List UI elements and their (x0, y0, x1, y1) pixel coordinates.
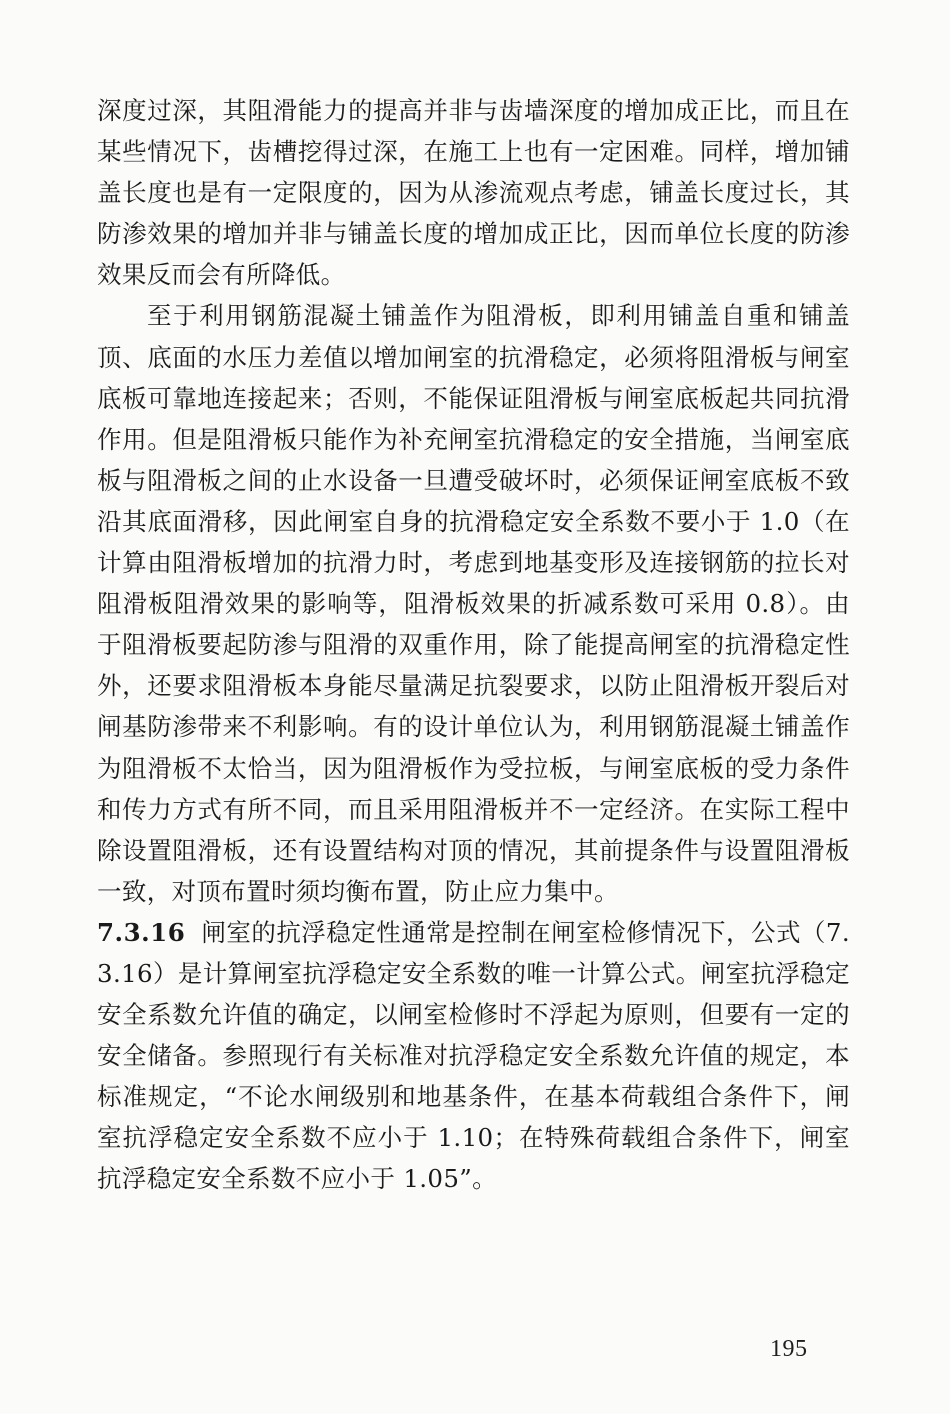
body-text (97, 90, 850, 1200)
paragraph-continued: 深度过深，其阻滑能力的提高并非与齿墙深度的增加成正比，而且在某些情况下，齿槽挖得过深，在施工上也有一定困难。同样，增加铺盖长度也是有一定限度的，因为从渗流观点考虑，铺盖长度过长，其防渗效果的增加并非与铺盖长度的增加成正比，因而单位长度的防渗效果反而会有所降低。 (97, 96, 850, 290)
clause-text: 闸室的抗浮稳定性通常是控制在闸室检修情况下，公式（7.3.16）是计算闸室抗浮稳定安全系数的唯一计算公式。闸室抗浮稳定安全系数允许值的确定，以闸室检修时不浮起为原则，但要有一定的安全储备。参照现行有关标准对抗浮稳定安全系数允许值的规定，本标准规定，“不论水闸级别和地基条件，在基本荷载组合条件下，闸室抗浮稳定安全系数不应小于 1.10；在特殊荷载组合条件下，闸室抗浮稳定安全系数不应小于 1.05”。 (97, 917, 850, 1194)
clause-number: 7.3.16 (97, 917, 186, 947)
clause-7-3-16 (97, 912, 850, 1200)
page-number: 195 (770, 1336, 808, 1362)
paragraph-anti-slide-plate: 至于利用钢筋混凝土铺盖作为阻滑板，即利用铺盖自重和铺盖顶、底面的水压力差值以增加闸室的抗滑稳定，必须将阻滑板与闸室底板可靠地连接起来；否则，不能保证阻滑板与闸室底板起共同抗滑作用。但是阻滑板只能作为补充闸室抗滑稳定的安全措施，当闸室底板与阻滑板之间的止水设备一旦遭受破坏时，必须保证闸室底板不致沿其底面滑移，因此闸室自身的抗滑稳定安全系数不要小于 1.0（在计算由阻滑板增加的抗滑力时，考虑到地基变形及连接钢筋的拉长对阻滑板阻滑效果的影响等，阻滑板效果的折减系数可采用 0.8）。由于阻滑板要起防渗与阻滑的双重作用，除了能提高闸室的抗滑稳定性外，还要求阻滑板本身能尽量满足抗裂要求，以防止阻滑板开裂后对闸基防渗带来不利影响。有的设计单位认为，利用钢筋混凝土铺盖作为阻滑板不太恰当，因为阻滑板作为受拉板，与闸室底板的受力条件和传力方式有所不同，而且采用阻滑板并不一定经济。在实际工程中除设置阻滑板，还有设置结构对顶的情况，其前提条件与设置阻滑板一致，对顶布置时须均衡布置，防止应力集中。 (97, 301, 850, 906)
